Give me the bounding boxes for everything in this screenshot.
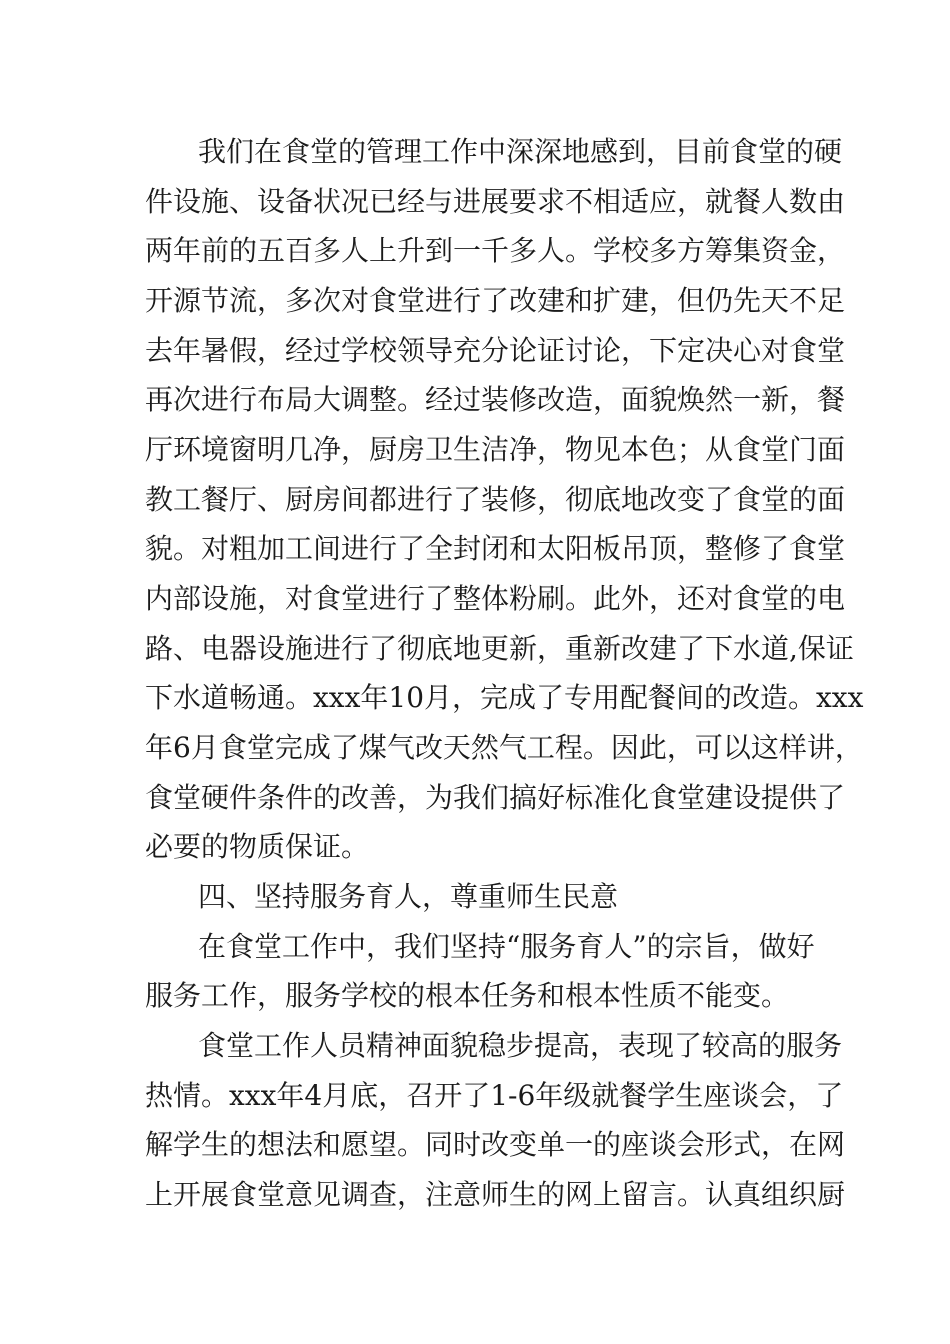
paragraph-line: 内部设施，对食堂进行了整体粉刷。此外，还对食堂的电 xyxy=(145,582,846,615)
paragraph-line: 两年前的五百多人上升到一千多人。学校多方筹集资金， xyxy=(145,234,846,267)
paragraph-line: 热情。xxx年4月底，召开了1-6年级就餐学生座谈会，了 xyxy=(145,1079,844,1112)
paragraph-line: 我们在食堂的管理工作中深深地感到，目前食堂的硬 xyxy=(198,135,843,168)
paragraph-line: 再次进行布局大调整。经过装修改造，面貌焕然一新，餐 xyxy=(145,383,846,416)
paragraph-line: 貌。对粗加工间进行了全封闭和太阳板吊顶，整修了食堂 xyxy=(145,532,846,565)
paragraph-line: 服务工作，服务学校的根本任务和根本性质不能变。 xyxy=(145,979,790,1012)
paragraph-line: 件设施、设备状况已经与进展要求不相适应，就餐人数由 xyxy=(145,185,846,218)
paragraph-line: 路、电器设施进行了彻底地更新，重新改建了下水道,保证 xyxy=(145,632,854,665)
paragraph-line: 在食堂工作中，我们坚持“服务育人”的宗旨，做好 xyxy=(198,930,815,963)
paragraph-line: 上开展食堂意见调查，注意师生的网上留言。认真组织厨 xyxy=(145,1178,846,1211)
section-heading: 四、坚持服务育人，尊重师生民意 xyxy=(198,880,619,913)
paragraph-line: 年6月食堂完成了煤气改天然气工程。因此，可以这样讲， xyxy=(145,731,863,764)
paragraph-line: 下水道畅通。xxx年10月，完成了专用配餐间的改造。xxx xyxy=(145,681,864,714)
paragraph-line: 必要的物质保证。 xyxy=(145,830,370,863)
paragraph-line: 厅环境窗明几净，厨房卫生洁净，物见本色；从食堂门面 xyxy=(145,433,846,466)
paragraph-line: 食堂硬件条件的改善，为我们搞好标准化食堂建设提供了 xyxy=(145,781,846,814)
paragraph-line: 去年暑假，经过学校领导充分论证讨论，下定决心对食堂 xyxy=(145,334,846,367)
paragraph-line: 食堂工作人员精神面貌稳步提高，表现了较高的服务 xyxy=(198,1029,843,1062)
paragraph-line: 教工餐厅、厨房间都进行了装修，彻底地改变了食堂的面 xyxy=(145,483,846,516)
paragraph-line: 解学生的想法和愿望。同时改变单一的座谈会形式，在网 xyxy=(145,1128,846,1161)
paragraph-line: 开源节流，多次对食堂进行了改建和扩建，但仍先天不足 xyxy=(145,284,846,317)
